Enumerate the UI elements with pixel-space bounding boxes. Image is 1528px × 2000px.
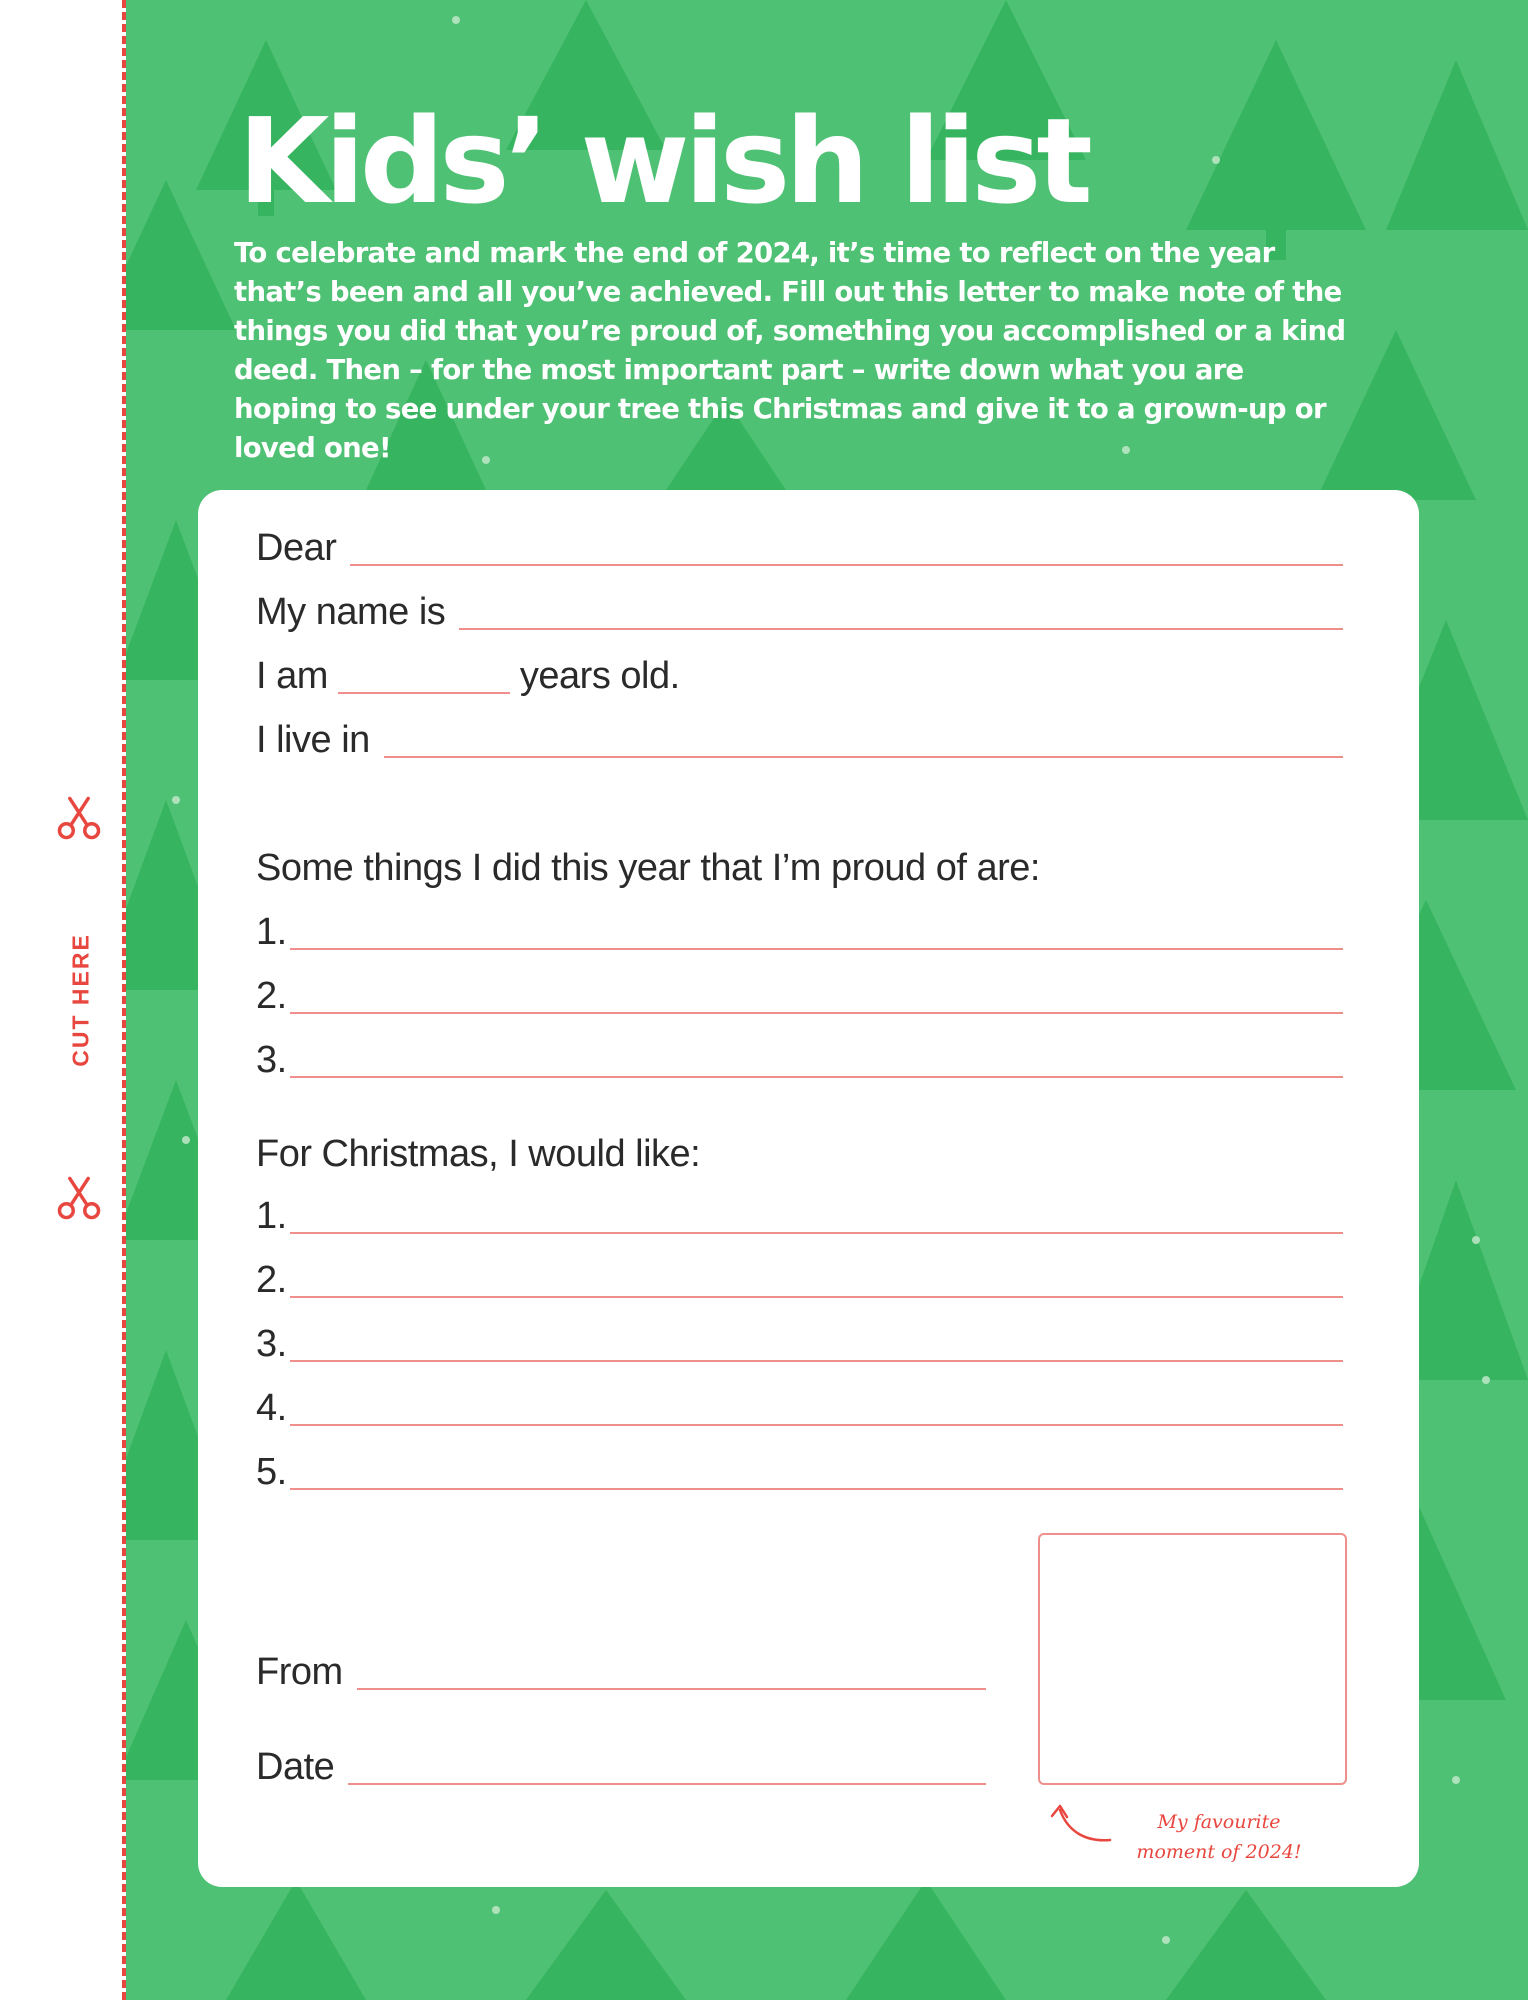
- date-field: [256, 1745, 986, 1789]
- proud-item: [256, 1038, 1343, 1082]
- wish-item-number: 1.: [256, 1195, 287, 1237]
- scissors-icon: [56, 1175, 102, 1221]
- wish-write-line[interactable]: [290, 1360, 1343, 1362]
- name-label: My name is: [256, 591, 446, 633]
- wish-item: [256, 1258, 1343, 1302]
- from-field: [256, 1650, 986, 1694]
- proud-write-line[interactable]: [290, 948, 1343, 950]
- scissors-icon: [56, 795, 102, 841]
- wish-list-card: [198, 490, 1419, 1887]
- date-label: Date: [256, 1746, 335, 1788]
- page-title: Kids’ wish list: [238, 92, 1088, 230]
- wish-item: [256, 1194, 1343, 1238]
- proud-item-number: 2.: [256, 975, 287, 1017]
- wish-item-number: 3.: [256, 1323, 287, 1365]
- wish-write-line[interactable]: [290, 1488, 1343, 1490]
- wish-item: [256, 1322, 1343, 1366]
- wish-item-number: 4.: [256, 1387, 287, 1429]
- intro-paragraph: To celebrate and mark the end of 2024, it’s time to reflect on the year that’s been and all you’ve achieved. Fill out this letter to make note of the things you did that you’re proud of, something you accomplished or a kind deed. Then – for the most important part – write down what you are hoping to see under your tree this Christmas and give it to a grown-up or loved one!: [234, 237, 1346, 464]
- date-write-line[interactable]: [348, 1783, 986, 1785]
- proud-heading: Some things I did this year that I’m proud of are:: [256, 847, 1040, 889]
- from-write-line[interactable]: [357, 1688, 986, 1690]
- wish-item: [256, 1450, 1343, 1494]
- curved-arrow-icon: [1046, 1802, 1116, 1848]
- proud-write-line[interactable]: [290, 1076, 1343, 1078]
- wish-item: [256, 1386, 1343, 1430]
- cut-strip: [0, 0, 126, 2000]
- proud-item-number: 1.: [256, 911, 287, 953]
- dear-write-line[interactable]: [350, 564, 1343, 566]
- name-write-line[interactable]: [459, 628, 1343, 630]
- age-field: [256, 654, 680, 698]
- proud-item-number: 3.: [256, 1039, 287, 1081]
- photo-caption-line2: moment of 2024!: [1136, 1841, 1302, 1863]
- dear-label: Dear: [256, 527, 337, 569]
- wish-item-number: 5.: [256, 1451, 287, 1493]
- age-suffix-label: years old.: [519, 655, 680, 697]
- wish-item-number: 2.: [256, 1259, 287, 1301]
- wish-write-line[interactable]: [290, 1232, 1343, 1234]
- dear-field: [256, 526, 1343, 570]
- wish-heading: For Christmas, I would like:: [256, 1133, 701, 1175]
- wish-write-line[interactable]: [290, 1296, 1343, 1298]
- location-field: [256, 718, 1343, 762]
- wish-write-line[interactable]: [290, 1424, 1343, 1426]
- proud-item: [256, 974, 1343, 1018]
- location-write-line[interactable]: [384, 756, 1343, 758]
- age-prefix-label: I am: [256, 655, 328, 697]
- photo-caption-line1: My favourite: [1157, 1811, 1281, 1833]
- name-field: [256, 590, 1343, 634]
- proud-write-line[interactable]: [290, 1012, 1343, 1014]
- cut-here-label: CUT HERE: [67, 933, 94, 1067]
- age-write-line[interactable]: [338, 692, 510, 694]
- location-label: I live in: [256, 719, 370, 761]
- from-label: From: [256, 1651, 343, 1693]
- proud-item: [256, 910, 1343, 954]
- photo-drawing-box[interactable]: [1038, 1533, 1347, 1785]
- photo-caption: [1114, 1807, 1324, 1867]
